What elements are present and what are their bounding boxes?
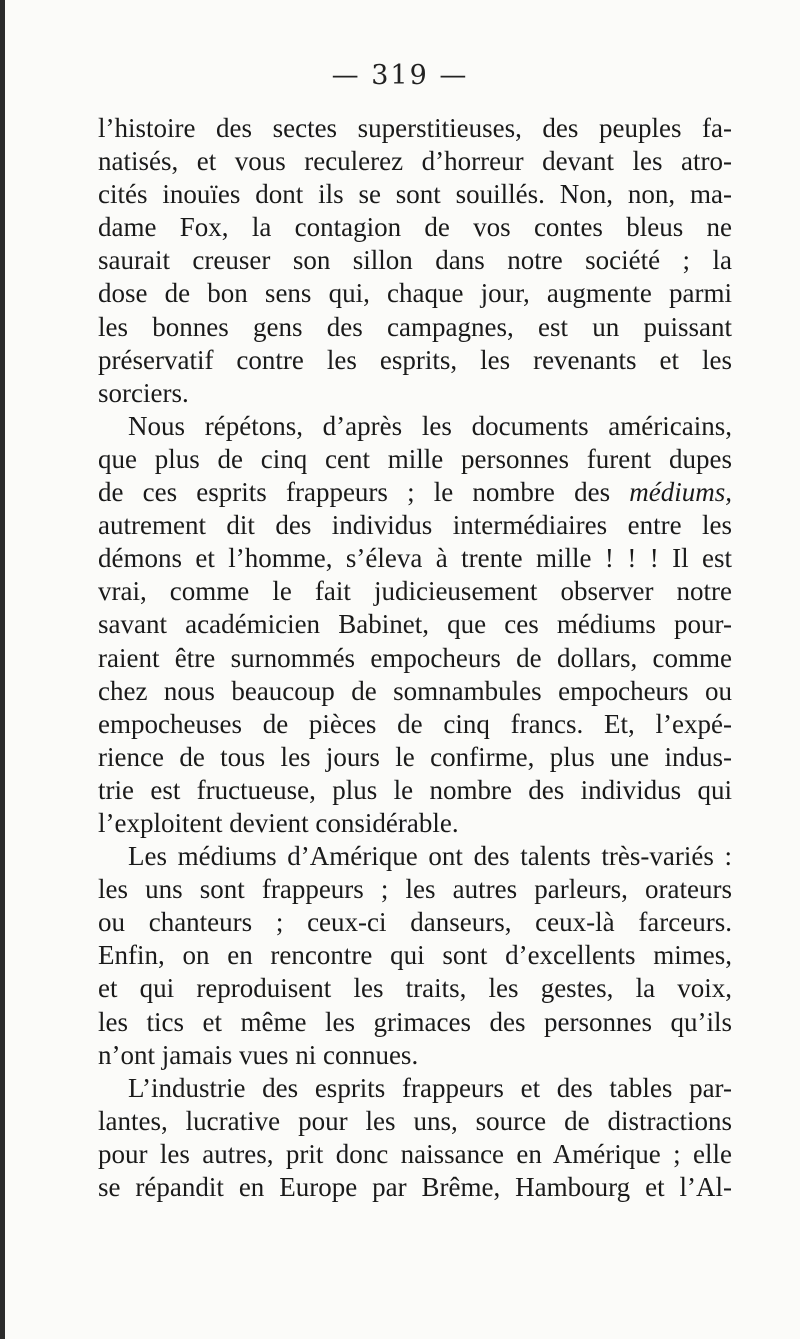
text-line: l’histoire des sectes superstitieuses, des peuples fa- [98,113,732,143]
text-line [98,476,732,509]
text-line: empocheuses de pièces de cinq francs. Et, l’expé- [98,708,732,739]
text-line: ou chanteurs ; ceux-ci danseurs, ceux-là farceurs. [98,907,732,938]
text-line: que plus de cinq cent mille personnes furent dupes [98,443,732,474]
text-line: savant académicien Babinet, que ces médiums pour- [98,609,732,640]
text-line: les tics et même les grimaces des personnes qu’ils [98,1006,732,1037]
text-line: chez nous beaucoup de somnambules empocheurs ou [98,675,732,706]
text-line: Les médiums d’Amérique ont des talents très-variés : [128,841,732,872]
text-line: raient être surnommés empocheurs de dollars, comme [98,642,732,673]
text-line: rience de tous les jours le confirme, plus une indus- [98,741,732,772]
text-line: trie est fructueuse, plus le nombre des individus qui [98,774,732,805]
page-edge-shadow [0,0,5,1339]
text-line: vrai, comme le fait judicieusement observer notre [98,576,732,607]
body-text [98,112,732,1204]
text-line: n’ont jamais vues ni connues. [98,1039,419,1070]
text-line: saurait creuser son sillon dans notre société ; la [98,245,732,276]
text-line: les bonnes gens des campagnes, est un puissant [98,311,732,342]
italic-word: médiums, [629,477,732,508]
text-line: l’exploitent devient considérable. [98,807,459,838]
text-line: cités inouïes dont ils se sont souillés. Non, non, ma- [98,179,732,210]
text-line: lantes, lucrative pour les uns, source de distractions [98,1105,732,1136]
text-line: sorciers. [98,377,189,408]
text-run: de ces esprits frappeurs ; le nombre des [98,477,611,508]
text-line: les uns sont frappeurs ; les autres parleurs, orateurs [98,874,732,905]
text-line: dose de bon sens qui, chaque jour, augmente parmi [98,278,732,309]
text-line: démons et l’homme, s’éleva à trente mille ! ! ! Il est [98,543,732,574]
text-line: dame Fox, la contagion de vos contes bleus ne [98,212,732,243]
text-line: préservatif contre les esprits, les revenants et les [98,344,732,375]
text-line: Enfin, on en rencontre qui sont d’excellents mimes, [98,940,732,971]
text-line: pour les autres, prit donc naissance en Amérique ; elle [98,1138,732,1169]
text-line: L’industrie des esprits frappeurs et des tables par- [128,1072,732,1103]
page-number-header: — 319 — [331,60,469,91]
text-line: et qui reproduisent les traits, les gestes, la voix, [98,973,732,1004]
text-line: Nous répétons, d’après les documents américains, [128,410,732,441]
text-line: se répandit en Europe par Brême, Hambourg et l’Al- [98,1172,732,1202]
text-line: autrement dit des individus intermédiaires entre les [98,510,732,541]
text-line: natisés, et vous reculerez d’horreur devant les atro- [98,146,732,177]
